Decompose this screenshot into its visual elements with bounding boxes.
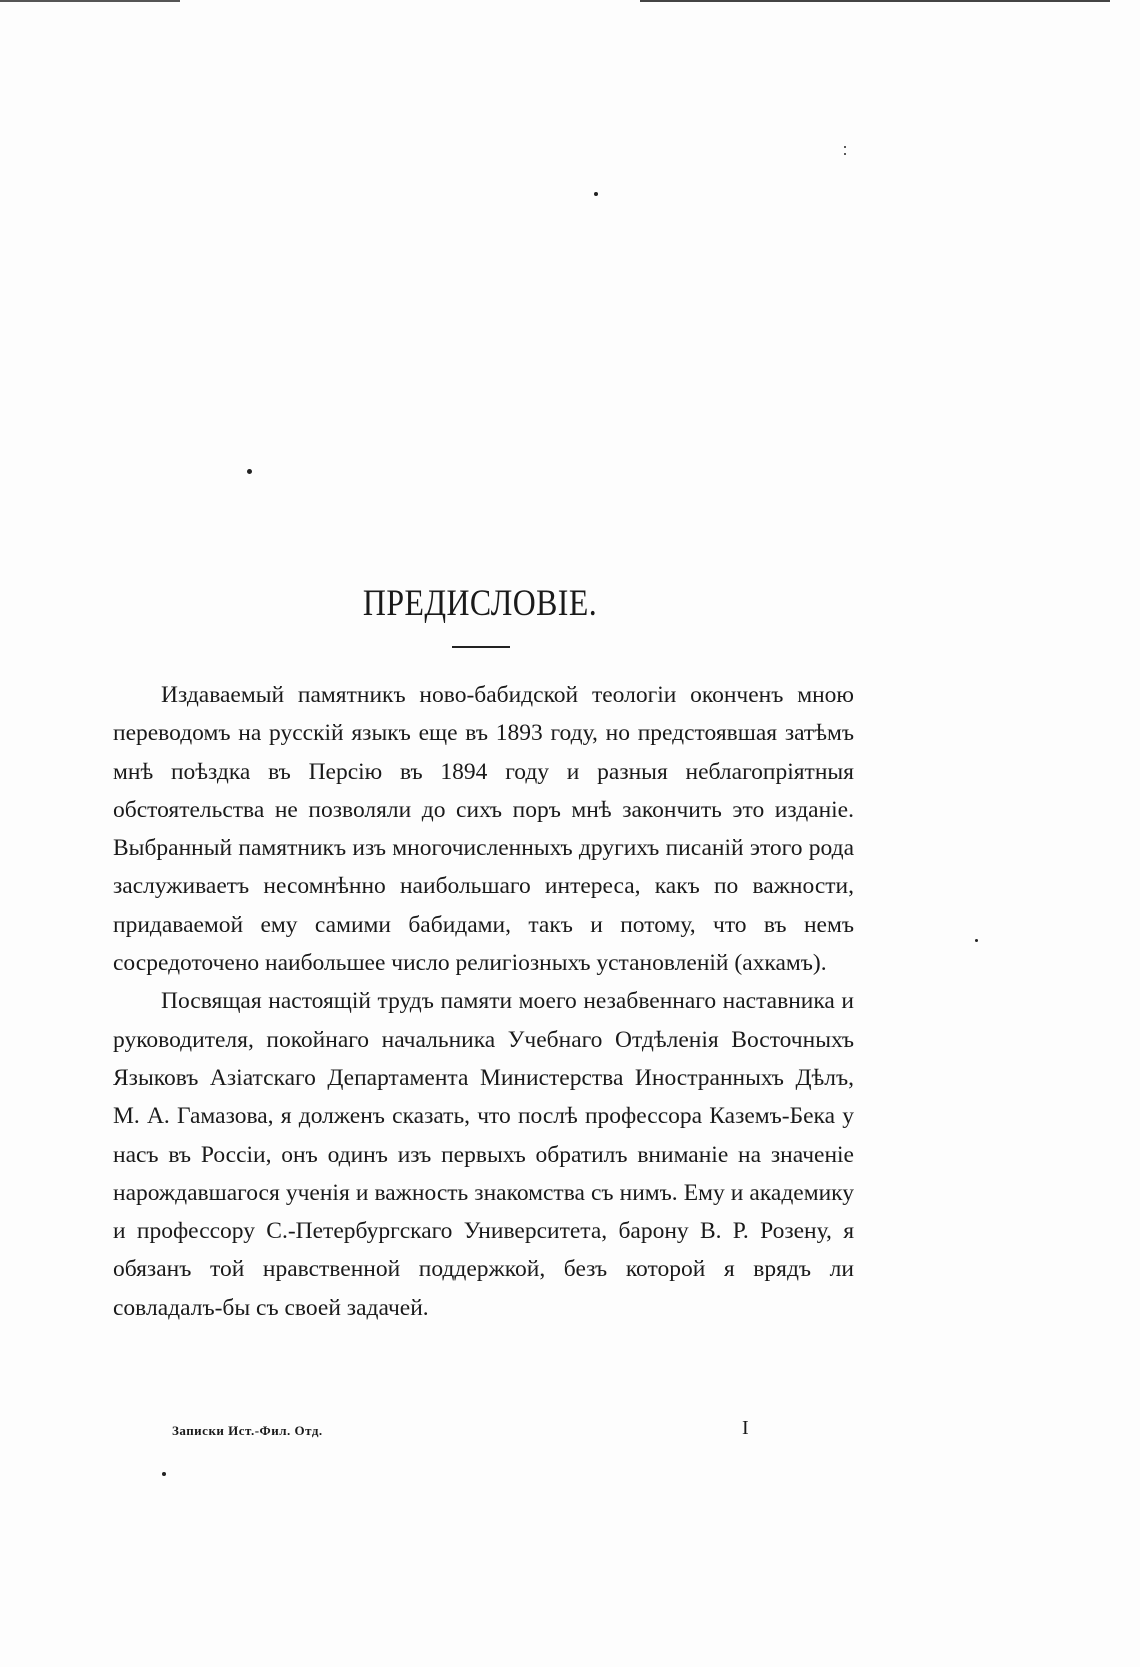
ink-speck bbox=[844, 153, 846, 155]
ink-speck bbox=[975, 939, 978, 942]
ink-speck bbox=[162, 1472, 166, 1476]
ink-speck bbox=[844, 146, 846, 148]
paragraph-1: Издаваемый памятникъ ново-бабидской теологіи оконченъ мною переводомъ на русскій языкъ еще въ 1893 году, но предстоявшая затѣмъ мнѣ поѣздка въ Персію въ 1894 году и разныя неблагопріятныя обстоятельства не позволяли до сихъ поръ мнѣ закончить это изданіе. Выбранный памятникъ изъ многочисленныхъ другихъ писаній этого рода заслуживаетъ несомнѣнно наибольшаго интереса, какъ по важности, придаваемой ему самими бабидами, такъ и потому, что въ немъ сосредоточено наибольшее число религіозныхъ установленій (ахкамъ). bbox=[113, 682, 854, 977]
top-edge-rule-right bbox=[640, 0, 1110, 2]
series-footer: Записки Ист.-Фил. Отд. bbox=[172, 1423, 323, 1438]
title-underline bbox=[452, 646, 510, 648]
preface-body bbox=[113, 676, 854, 1327]
signature-mark: I bbox=[742, 1417, 749, 1439]
ink-speck bbox=[594, 192, 598, 196]
paragraph-2: Посвящая настоящій трудъ памяти моего незабвеннаго наставника и руководителя, покойнаго начальника Учебнаго Отдѣленія Восточныхъ Языковъ Азіатскаго Департамента Министерства Иностранныхъ Дѣлъ, М. А. Гамазова, я долженъ сказать, что послѣ профессора Каземъ-Бека у насъ въ Россіи, онъ одинъ изъ первыхъ обратилъ вниманіе на значеніе нарождавшагося ученія и важность знакомства съ нимъ. Ему и академику и профессору С.-Петербургскаго Университета, барону В. Р. Розену, я обязанъ той нравственной поддержкой, безъ которой я врядъ ли совладалъ-бы съ своей задачей. bbox=[113, 988, 854, 1321]
top-edge-rule-left bbox=[0, 0, 180, 2]
ink-speck bbox=[247, 469, 252, 474]
page-title: ПРЕДИСЛОВІЕ. bbox=[362, 583, 598, 624]
